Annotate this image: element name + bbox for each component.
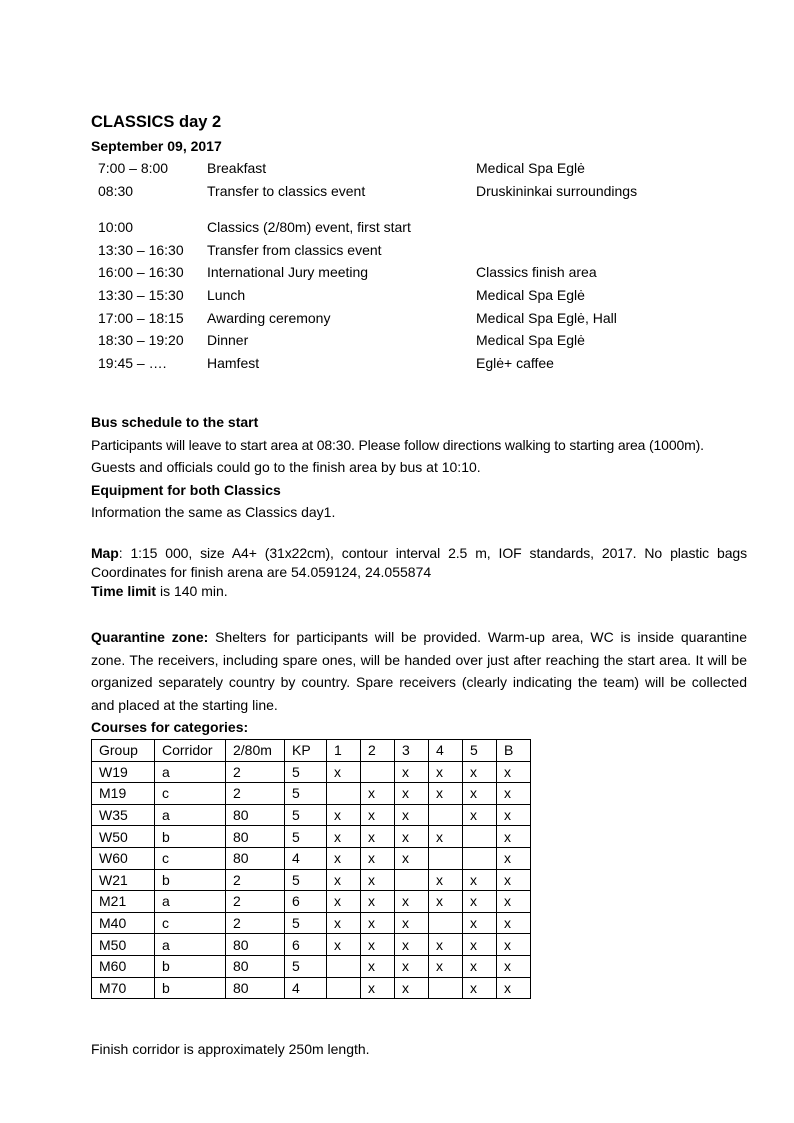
table-cell: x <box>327 847 361 869</box>
table-cell: x <box>429 891 463 913</box>
table-cell <box>429 804 463 826</box>
schedule-time: 08:30 <box>98 183 134 199</box>
table-cell <box>327 955 361 977</box>
map-coordinates: Coordinates for finish arena are 54.059124, 24.055874 <box>91 564 432 580</box>
table-cell: x <box>463 804 497 826</box>
table-header-cell: Corridor <box>155 740 226 762</box>
table-cell: x <box>361 891 395 913</box>
bus-text: Guests and officials could go to the finish area by bus at 10:10. <box>91 459 481 475</box>
table-cell: x <box>327 761 361 783</box>
table-cell: x <box>361 977 395 999</box>
table-cell: x <box>497 912 531 934</box>
table-cell: M40 <box>92 912 155 934</box>
table-cell: x <box>361 804 395 826</box>
schedule-activity: Breakfast <box>207 160 267 176</box>
table-header-cell: B <box>497 740 531 762</box>
schedule-time: 10:00 <box>98 219 134 235</box>
table-cell: 6 <box>285 891 327 913</box>
schedule-location: Medical Spa Eglė <box>476 287 585 303</box>
table-cell: x <box>497 955 531 977</box>
time-limit-label: Time limit <box>91 583 157 599</box>
table-cell: c <box>155 783 226 805</box>
table-cell: a <box>155 891 226 913</box>
table-cell: x <box>463 891 497 913</box>
table-row <box>92 934 531 956</box>
time-limit-value: is 140 min. <box>156 583 228 599</box>
schedule-time: 7:00 – 8:00 <box>98 160 169 176</box>
table-cell: 80 <box>226 826 285 848</box>
table-cell: x <box>497 804 531 826</box>
table-cell: W50 <box>92 826 155 848</box>
schedule-activity: Transfer from classics event <box>207 242 382 258</box>
table-cell: W60 <box>92 847 155 869</box>
table-cell: x <box>463 955 497 977</box>
table-cell: x <box>395 934 429 956</box>
table-cell: 5 <box>285 783 327 805</box>
table-header-cell: 4 <box>429 740 463 762</box>
table-cell: 80 <box>226 804 285 826</box>
table-row <box>92 804 531 826</box>
table-cell: 5 <box>285 955 327 977</box>
quarantine-section <box>91 626 747 716</box>
table-row <box>92 826 531 848</box>
table-cell <box>361 761 395 783</box>
schedule-activity: Transfer to classics event <box>207 183 366 199</box>
table-cell: 4 <box>285 847 327 869</box>
table-cell: x <box>497 783 531 805</box>
table-header-row <box>92 740 531 762</box>
table-cell: 4 <box>285 977 327 999</box>
table-header-cell: 3 <box>395 740 429 762</box>
table-header-cell: 2 <box>361 740 395 762</box>
schedule-activity: Hamfest <box>207 355 260 371</box>
schedule-location: Medical Spa Eglė <box>476 160 585 176</box>
table-row <box>92 912 531 934</box>
table-cell: x <box>395 891 429 913</box>
table-header-cell: 2/80m <box>226 740 285 762</box>
table-cell: x <box>497 891 531 913</box>
table-cell: M50 <box>92 934 155 956</box>
equipment-text: Information the same as Classics day1. <box>91 504 336 520</box>
schedule-activity: Awarding ceremony <box>207 310 331 326</box>
table-cell: x <box>361 912 395 934</box>
table-cell: x <box>429 934 463 956</box>
table-cell: 6 <box>285 934 327 956</box>
table-cell: a <box>155 761 226 783</box>
table-cell: a <box>155 934 226 956</box>
table-cell: M60 <box>92 955 155 977</box>
table-cell: x <box>395 847 429 869</box>
table-cell: x <box>429 783 463 805</box>
table-cell: x <box>327 826 361 848</box>
table-cell: x <box>429 761 463 783</box>
table-cell: x <box>361 955 395 977</box>
table-cell: x <box>463 934 497 956</box>
map-section <box>91 544 747 601</box>
table-cell: M19 <box>92 783 155 805</box>
table-cell: W35 <box>92 804 155 826</box>
table-cell: x <box>497 826 531 848</box>
quarantine-text <box>91 626 747 716</box>
schedule-activity: Classics (2/80m) event, first start <box>207 219 411 235</box>
schedule-time: 17:00 – 18:15 <box>98 310 184 326</box>
table-header-cell: 5 <box>463 740 497 762</box>
table-cell: x <box>395 977 429 999</box>
bus-heading: Bus schedule to the start <box>91 414 259 430</box>
table-cell: x <box>327 804 361 826</box>
finish-note: Finish corridor is approximately 250m length. <box>91 1041 370 1057</box>
table-cell: 2 <box>226 761 285 783</box>
table-cell <box>429 847 463 869</box>
table-cell: W19 <box>92 761 155 783</box>
table-header-cell: KP <box>285 740 327 762</box>
schedule-time: 16:00 – 16:30 <box>98 264 184 280</box>
event-date: September 09, 2017 <box>91 138 222 154</box>
equipment-heading: Equipment for both Classics <box>91 481 281 498</box>
schedule-time: 13:30 – 15:30 <box>98 287 184 303</box>
table-cell: x <box>463 912 497 934</box>
table-cell <box>463 826 497 848</box>
table-cell: M21 <box>92 891 155 913</box>
table-cell: x <box>429 955 463 977</box>
table-cell: c <box>155 847 226 869</box>
table-cell: 2 <box>226 891 285 913</box>
table-cell: x <box>429 826 463 848</box>
table-cell <box>395 869 429 891</box>
table-cell: x <box>361 826 395 848</box>
quarantine-details: Shelters for participants will be provided. Warm-up area, WC is inside quarantine zone. The receivers, including spare ones, will be handed over just after reaching the start area. It will be organized separately country by country. Spare receivers (clearly indicating the team) will be collected and placed at the starting line. <box>91 629 747 713</box>
table-cell: x <box>327 934 361 956</box>
page-title: CLASSICS day 2 <box>91 113 222 131</box>
table-cell: M70 <box>92 977 155 999</box>
schedule-time: 19:45 – …. <box>98 355 167 371</box>
schedule-location: Medical Spa Eglė <box>476 332 585 348</box>
table-cell: 80 <box>226 934 285 956</box>
table-cell: x <box>463 977 497 999</box>
table-row <box>92 783 531 805</box>
table-cell: x <box>463 783 497 805</box>
table-cell: x <box>361 847 395 869</box>
table-cell: x <box>327 891 361 913</box>
table-cell: x <box>463 869 497 891</box>
table-cell: x <box>395 955 429 977</box>
table-cell: 5 <box>285 761 327 783</box>
table-cell <box>429 977 463 999</box>
table-cell <box>429 912 463 934</box>
table-row <box>92 847 531 869</box>
bus-section <box>91 411 747 524</box>
map-details: : 1:15 000, size A4+ (31x22cm), contour interval 2.5 m, IOF standards, 2017. No plastic bags <box>118 545 747 561</box>
table-cell: x <box>463 761 497 783</box>
map-text <box>91 544 747 563</box>
table-cell: x <box>327 869 361 891</box>
schedule-time: 13:30 – 16:30 <box>98 242 184 258</box>
table-cell: 5 <box>285 912 327 934</box>
schedule-location: Eglė+ caffee <box>476 355 554 371</box>
schedule-location: Medical Spa Eglė, Hall <box>476 310 617 326</box>
courses-heading: Courses for categories: <box>91 719 249 735</box>
table-cell <box>463 847 497 869</box>
table-cell: 80 <box>226 955 285 977</box>
table-cell: x <box>361 934 395 956</box>
table-cell: 80 <box>226 847 285 869</box>
table-cell: x <box>395 761 429 783</box>
schedule-time: 18:30 – 19:20 <box>98 332 184 348</box>
table-header-cell: Group <box>92 740 155 762</box>
table-row <box>92 955 531 977</box>
table-cell <box>327 783 361 805</box>
table-cell: c <box>155 912 226 934</box>
table-row <box>92 891 531 913</box>
table-cell: b <box>155 955 226 977</box>
table-cell: 2 <box>226 869 285 891</box>
table-cell: x <box>395 912 429 934</box>
table-cell: W21 <box>92 869 155 891</box>
table-cell: 2 <box>226 783 285 805</box>
schedule-activity: International Jury meeting <box>207 264 369 280</box>
schedule-location: Classics finish area <box>476 264 597 280</box>
table-cell: 2 <box>226 912 285 934</box>
table-cell: 5 <box>285 869 327 891</box>
table-cell: b <box>155 826 226 848</box>
table-cell: 5 <box>285 826 327 848</box>
table-cell: x <box>429 869 463 891</box>
time-limit <box>91 582 747 601</box>
table-cell: x <box>361 783 395 805</box>
table-row <box>92 761 531 783</box>
table-cell: x <box>497 934 531 956</box>
table-cell: x <box>497 977 531 999</box>
schedule-activity: Dinner <box>207 332 249 348</box>
map-label: Map <box>91 545 119 561</box>
table-header-cell: 1 <box>327 740 361 762</box>
table-cell: a <box>155 804 226 826</box>
table-cell: 5 <box>285 804 327 826</box>
table-cell: b <box>155 977 226 999</box>
table-cell: x <box>395 804 429 826</box>
bus-text: Participants will leave to start area at 08:30. Please follow directions walking to starting area (1000m). <box>91 436 704 453</box>
schedule-activity: Lunch <box>207 287 246 303</box>
table-cell: x <box>395 826 429 848</box>
table-cell: x <box>497 847 531 869</box>
schedule-location: Druskininkai surroundings <box>476 183 638 199</box>
table-cell: x <box>395 783 429 805</box>
table-cell: x <box>497 761 531 783</box>
table-row <box>92 977 531 999</box>
table-cell: x <box>497 869 531 891</box>
table-cell: b <box>155 869 226 891</box>
table-cell: x <box>361 869 395 891</box>
table-cell <box>327 977 361 999</box>
table-row <box>92 869 531 891</box>
table-cell: x <box>327 912 361 934</box>
quarantine-label: Quarantine zone: <box>91 629 209 645</box>
table-cell: 80 <box>226 977 285 999</box>
courses-table <box>91 739 531 999</box>
